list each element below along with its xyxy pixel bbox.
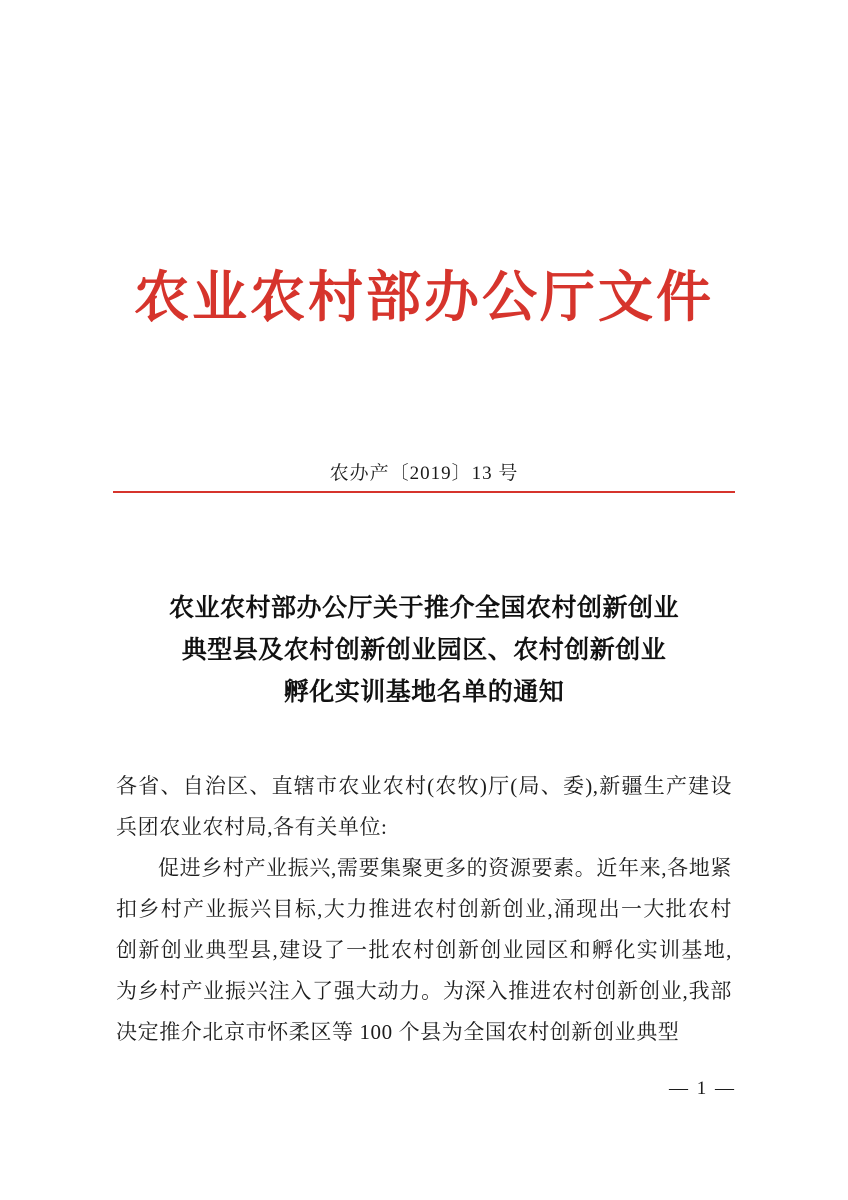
page-number: — 1 —	[669, 1078, 736, 1099]
document-title	[113, 588, 735, 714]
document-number: 农办产〔2019〕13 号	[329, 463, 519, 484]
document-title-line-3: 孵化实训基地名单的通知	[283, 679, 565, 706]
addressee-paragraph: 各省、自治区、直辖市农业农村(农牧)厅(局、委),新疆生产建设兵团农业农村局,各有关单位:	[116, 774, 732, 839]
document-masthead-title: 农业农村部办公厅文件	[133, 267, 714, 328]
document-title-line-2: 典型县及农村创新创业园区、农村创新创业	[181, 637, 667, 664]
red-divider-rule	[113, 491, 735, 493]
document-body	[116, 766, 732, 1053]
document-title-line-1: 农业农村部办公厅关于推介全国农村创新创业	[168, 595, 679, 622]
body-paragraph-1: 促进乡村产业振兴,需要集聚更多的资源要素。近年来,各地紧扣乡村产业振兴目标,大力推进农村创新创业,涌现出一大批农村创新创业典型县,建设了一批农村创新创业园区和孵化实训基地,为乡村产业振兴注入了强大动力。为深入推进农村创新创业,我部决定推介北京市怀柔区等 100 个县为全国农村创新创业典型	[116, 856, 732, 1044]
